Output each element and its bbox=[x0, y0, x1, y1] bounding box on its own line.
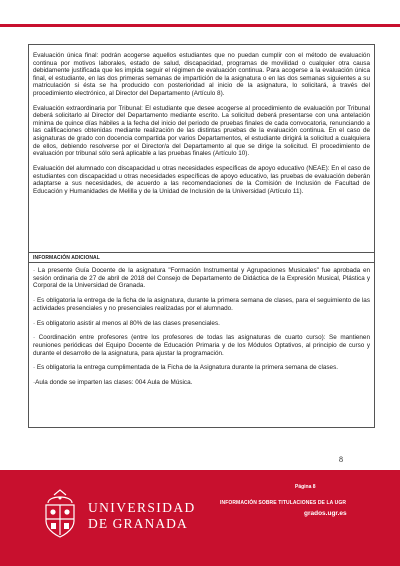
additional-info-item: · Es obligatoria la entrega cumplimentada de la Ficha de la Asignatura durante la primera semana de clases. bbox=[33, 364, 339, 372]
additional-info-section bbox=[29, 263, 374, 427]
single-final-evaluation-paragraph: Evaluación única final: podrán acogerse aquellos estudiantes que no puedan cumplir con el método de evaluación continua por motivos laborales, estado de salud, discapacidad, programas de movilidad o cualquier otra causa debidamente justificada que les impida seguir el régimen de evaluación continua. Para acogerse a la evaluación única final, el estudiante, en las dos primeras semanas de impartición de la asignatura o en las dos semanas siguientes a su matriculación si ésta se ha producido con posterioridad al inicio de la asignatura, lo solicitará, a través del procedimiento electrónico, al Director del Departamento (Artículo 8). bbox=[33, 52, 370, 97]
footer-info-title: INFORMACIÓN SOBRE TITULACIONES DE LA UGR bbox=[220, 500, 347, 506]
page-number: 8 bbox=[339, 455, 343, 464]
content-frame bbox=[28, 44, 375, 428]
footer-website[interactable]: grados.ugr.es bbox=[304, 510, 347, 517]
additional-info-item: · La presente Guía Docente de la asignatura "Formación Instrumental y Agrupaciones Musicales" fue aprobada en sesión ordinaria de 27 de abril de 2018 del Consejo de Departamento de Didáctica de la Expresión Musical, Plástica y Corporal de la Universidad de Granada. bbox=[33, 267, 370, 290]
additional-info-item: · Coordinación entre profesores (entre los profesores de todas las asignaturas de cuarto curso): Se mantienen reuniones periódicas del Equipo Docente de Educación Primaria y de los Módulos Optativos, al principio de curso y durante el desarrollo de la asignatura, para ajustar la programación. bbox=[33, 334, 370, 357]
neae-evaluation-paragraph: Evaluación del alumnado con discapacidad u otras necesidades específicas de apoyo educativo (NEAE): En el caso de estudiantes con discapacidad u otras necesidades específicas de apoyo educativo, las pruebas de evaluación deberán adaptarse a sus necesidades, de acuerdo a las recomendaciones de la Comisión de Inclusión de Facultad de Educación y Humanidades de Melilla y de la Unidad de Inclusión de la Universidad (Artículo 11). bbox=[33, 165, 370, 195]
additional-info-heading: INFORMACIÓN ADICIONAL bbox=[29, 252, 374, 263]
university-name-line1: UNIVERSIDAD bbox=[88, 500, 196, 515]
university-crest-icon bbox=[40, 489, 80, 541]
additional-info-item: · Es obligatoria la entrega de la ficha de la asignatura, durante la primera semana de clases, para el seguimiento de las actividades presenciales y no presenciales realizadas por el alumnado. bbox=[33, 297, 370, 312]
tribunal-evaluation-paragraph: Evaluación extraordinaria por Tribunal: El estudiante que desee acogerse al procedimiento de evaluación por Tribunal deberá solicitarlo al Director del Departamento mediante escrito. La solicitud deberá presentarse con una antelación mínima de quince días hábiles a la fecha del inicio del periodo de pruebas finales de cada convocatoria, renunciando a las calificaciones obtenidas mediante realización de las distintas pruebas de la evaluación continua. En el caso de asignaturas de grado con docencia compartida por varios Departamentos, el estudiante dirigirá la solicitud a cualquiera de ellos, debiendo resolverse por el Director/a del Departamento al que se dirige la solicitud. El procedimiento de evaluación por tribunal sólo será aplicable a las pruebas finales (Artículo 10). bbox=[33, 104, 370, 158]
footer-band bbox=[0, 470, 400, 566]
header-accent-bar bbox=[0, 24, 400, 27]
additional-info-item: · Es obligatorio asistir al menos al 80% de las clases presenciales. bbox=[33, 319, 220, 327]
evaluation-section bbox=[29, 45, 374, 252]
footer-page-label: Página 8 bbox=[295, 484, 316, 490]
additional-info-item: ·Aula donde se imparten las clases: 004 Aula de Música. bbox=[33, 379, 193, 387]
university-name-line2: DE GRANADA bbox=[88, 516, 188, 531]
